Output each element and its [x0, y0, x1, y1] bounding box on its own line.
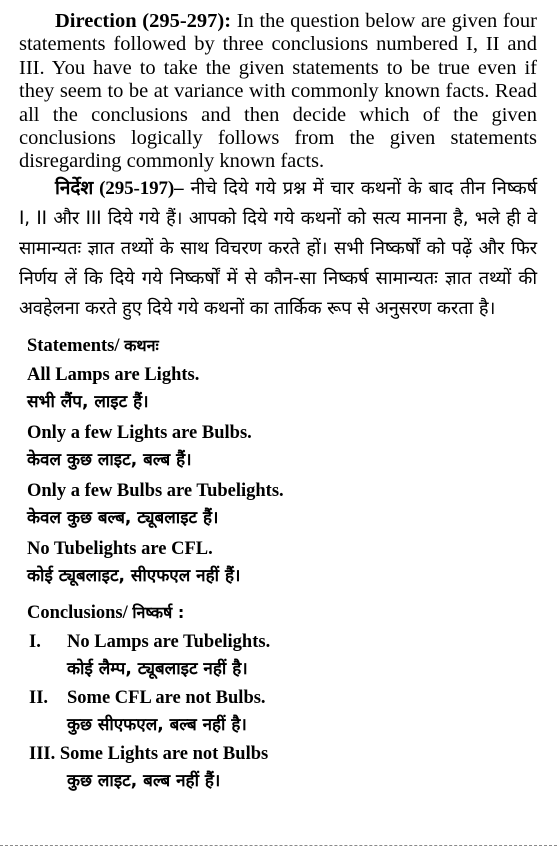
nirdesh-paragraph: [19, 174, 537, 324]
conclusions-heading-hi: निष्कर्ष :: [132, 602, 185, 622]
statements-heading: [27, 334, 537, 358]
conclusion-english-line: [29, 742, 537, 766]
conclusion-english: No Lamps are Tubelights.: [67, 631, 271, 652]
statement-item: [27, 363, 537, 417]
statements-heading-en: Statements/: [27, 335, 120, 356]
statement-item: [27, 421, 537, 475]
conclusion-number: III.: [29, 743, 56, 764]
conclusion-hindi: कुछ सीएफएल, बल्ब नहीं है।: [67, 714, 247, 735]
conclusion-item: [27, 630, 537, 684]
conclusion-hindi: कुछ लाइट, बल्ब नहीं हैं।: [67, 770, 221, 791]
bottom-divider: [0, 845, 557, 846]
conclusion-hindi: कोई लैम्प, ट्यूबलाइट नहीं है।: [67, 658, 248, 679]
conclusion-number: II.: [29, 687, 49, 708]
conclusion-item: [27, 686, 537, 740]
statements-section: [27, 334, 537, 591]
direction-text: In the question below are given four statements followed by three conclusions numbered I, II and III. You have to take the given statements to be true even if they seem to be at variance with commonly known facts. Read all the conclusions and then decide which of the given conclusions logically follows from the given statements disregarding commonly known facts.: [19, 10, 538, 173]
conclusion-english: Some CFL are not Bulbs.: [67, 687, 266, 708]
conclusions-heading-en: Conclusions/: [27, 602, 128, 623]
nirdesh-text: नीचे दिये गये प्रश्न में चार कथनों के बाद तीन निष्कर्ष I, II और III दिये गये हैं। आपको दिये गये कथनों को सत्य मानना है, भले ही वे सामान्यतः ज्ञात तथ्यों के साथ विचरण करते हों। सभी निष्कर्षों को पढ़ें और फिर निर्णय लें कि दिये गये निष्कर्षों में से कौन-सा निष्कर्ष सामान्यतः ज्ञात तथ्यों की अवहेलना करते हुए दिये गये कथनों का तार्किक रूप से अनुसरण करता है।: [19, 177, 537, 319]
statement-english: All Lamps are Lights.: [27, 364, 200, 385]
conclusion-number: I.: [29, 631, 41, 652]
conclusions-heading: [27, 601, 537, 625]
statement-item: [27, 479, 537, 533]
statement-hindi: सभी लैंप, लाइट हैं।: [27, 391, 149, 412]
conclusion-english: Some Lights are not Bulbs: [59, 743, 269, 764]
conclusion-item: [27, 742, 537, 796]
conclusions-section: [27, 601, 537, 796]
statement-hindi: कोई ट्यूबलाइट, सीएफएल नहीं हैं।: [27, 565, 241, 586]
statements-heading-hi: कथनः: [124, 335, 159, 355]
statement-hindi: केवल कुछ लाइट, बल्ब हैं।: [27, 449, 192, 470]
direction-paragraph: [19, 10, 537, 174]
statement-english: Only a few Bulbs are Tubelights.: [27, 480, 284, 501]
statement-hindi: केवल कुछ बल्ब, ट्यूबलाइट हैं।: [27, 507, 219, 528]
direction-lead: Direction (295-297):: [55, 10, 232, 32]
statement-english: Only a few Lights are Bulbs.: [27, 422, 252, 443]
statement-item: [27, 537, 537, 591]
statement-english: No Tubelights are CFL.: [27, 538, 213, 559]
nirdesh-lead: निर्देश (295-197)–: [55, 177, 184, 199]
